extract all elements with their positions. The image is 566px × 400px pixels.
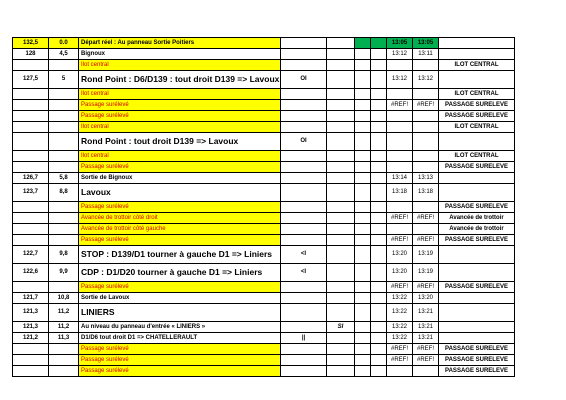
spacer-cell	[355, 89, 371, 100]
km-cell	[13, 151, 49, 162]
time-cell-1: 13:22	[387, 333, 413, 344]
table-row	[13, 184, 515, 202]
spacer-cell	[355, 264, 371, 282]
instruction-cell: Passage surélevé	[79, 344, 281, 355]
marker-cell	[327, 293, 355, 304]
table-row	[13, 162, 515, 173]
spacer-cell	[355, 293, 371, 304]
time-cell-2: 13:20	[413, 293, 439, 304]
time-cell-1	[387, 366, 413, 377]
spacer-cell	[371, 122, 387, 133]
time-cell-2	[413, 60, 439, 71]
note-cell	[439, 304, 515, 322]
direction-symbol-cell	[281, 60, 327, 71]
direction-symbol-cell	[281, 282, 327, 293]
spacer-cell	[355, 282, 371, 293]
distance-cell: 10,8	[49, 293, 79, 304]
marker-cell	[327, 173, 355, 184]
marker-cell	[327, 162, 355, 173]
km-cell: 127,5	[13, 71, 49, 89]
distance-cell: 0.0	[49, 38, 79, 49]
spacer-cell	[355, 235, 371, 246]
km-cell: 122,6	[13, 264, 49, 282]
time-cell-1: 13:22	[387, 293, 413, 304]
direction-symbol-cell	[281, 49, 327, 60]
time-cell-1: 13:14	[387, 173, 413, 184]
km-cell	[13, 100, 49, 111]
direction-symbol-cell	[281, 344, 327, 355]
spacer-cell	[355, 60, 371, 71]
table-row	[13, 304, 515, 322]
instruction-cell: STOP : D139/D1 tourner à gauche D1 => Liniers	[79, 246, 281, 264]
time-cell-2: 13:05	[413, 38, 439, 49]
spacer-cell	[355, 184, 371, 202]
note-cell: PASSAGE SURELEVE	[439, 344, 515, 355]
instruction-cell: Avancée de trottoir côté gauche	[79, 224, 281, 235]
instruction-cell: Passage surélevé	[79, 235, 281, 246]
time-cell-1: 13:20	[387, 246, 413, 264]
direction-symbol-cell: ||	[281, 333, 327, 344]
distance-cell	[49, 235, 79, 246]
distance-cell	[49, 202, 79, 213]
distance-cell: 11,2	[49, 304, 79, 322]
distance-cell	[49, 224, 79, 235]
spacer-cell	[371, 151, 387, 162]
distance-cell	[49, 162, 79, 173]
time-cell-2: #REF!	[413, 235, 439, 246]
direction-symbol-cell: OI	[281, 71, 327, 89]
note-cell	[439, 184, 515, 202]
note-cell	[439, 322, 515, 333]
time-cell-2: 13:13	[413, 173, 439, 184]
time-cell-2: #REF!	[413, 355, 439, 366]
instruction-cell: Passage surélevé	[79, 202, 281, 213]
direction-symbol-cell	[281, 293, 327, 304]
note-cell: ILOT CENTRAL	[439, 60, 515, 71]
marker-cell	[327, 100, 355, 111]
spacer-cell	[355, 246, 371, 264]
spacer-cell	[371, 344, 387, 355]
marker-cell	[327, 202, 355, 213]
spacer-cell	[355, 213, 371, 224]
note-cell	[439, 333, 515, 344]
distance-cell: 8,8	[49, 184, 79, 202]
time-cell-2	[413, 122, 439, 133]
distance-cell: 9,9	[49, 264, 79, 282]
distance-cell	[49, 282, 79, 293]
spacer-cell	[371, 304, 387, 322]
spacer-cell	[371, 49, 387, 60]
table-row	[13, 38, 515, 49]
marker-cell	[327, 213, 355, 224]
marker-cell	[327, 246, 355, 264]
spacer-cell	[371, 333, 387, 344]
spacer-cell	[355, 162, 371, 173]
instruction-cell: Départ réel : Au panneau Sortie Poitiers	[79, 38, 281, 49]
marker-cell	[327, 304, 355, 322]
time-cell-2: 13:21	[413, 304, 439, 322]
time-cell-2	[413, 111, 439, 122]
spacer-cell	[355, 71, 371, 89]
instruction-cell: Au niveau du panneau d'entrée « LINIERS »	[79, 322, 281, 333]
spacer-cell	[355, 344, 371, 355]
direction-symbol-cell	[281, 322, 327, 333]
spacer-cell	[355, 133, 371, 151]
time-cell-1: 13:22	[387, 304, 413, 322]
direction-symbol-cell	[281, 355, 327, 366]
km-cell: 122,7	[13, 246, 49, 264]
instruction-cell: Passage surélevé	[79, 100, 281, 111]
marker-cell	[327, 122, 355, 133]
table-row	[13, 246, 515, 264]
time-cell-1: #REF!	[387, 100, 413, 111]
km-cell: 126,7	[13, 173, 49, 184]
instruction-cell: Passage surélevé	[79, 282, 281, 293]
direction-symbol-cell	[281, 173, 327, 184]
time-cell-2	[413, 366, 439, 377]
distance-cell	[49, 344, 79, 355]
table-row	[13, 202, 515, 213]
spacer-cell	[371, 89, 387, 100]
table-row	[13, 264, 515, 282]
time-cell-2: #REF!	[413, 282, 439, 293]
note-cell: ILOT CENTRAL	[439, 122, 515, 133]
direction-symbol-cell	[281, 213, 327, 224]
table-row	[13, 322, 515, 333]
km-cell: 121,7	[13, 293, 49, 304]
time-cell-1	[387, 202, 413, 213]
direction-symbol-cell	[281, 162, 327, 173]
spacer-cell	[355, 366, 371, 377]
marker-cell	[327, 60, 355, 71]
spacer-cell	[371, 235, 387, 246]
time-cell-2: 13:19	[413, 264, 439, 282]
note-cell: ILOT CENTRAL	[439, 89, 515, 100]
table-row	[13, 49, 515, 60]
direction-symbol-cell	[281, 184, 327, 202]
spacer-cell	[371, 162, 387, 173]
km-cell	[13, 282, 49, 293]
direction-symbol-cell	[281, 38, 327, 49]
marker-cell	[327, 282, 355, 293]
spacer-cell	[355, 151, 371, 162]
note-cell: PASSAGE SURELEVE	[439, 111, 515, 122]
time-cell-1: 13:05	[387, 38, 413, 49]
spacer-cell	[371, 202, 387, 213]
km-cell	[13, 355, 49, 366]
marker-cell	[327, 366, 355, 377]
direction-symbol-cell: <I	[281, 246, 327, 264]
distance-cell	[49, 133, 79, 151]
instruction-cell: Rond Point : D6/D139 : tout droit D139 => Lavoux	[79, 71, 281, 89]
km-cell: 123,7	[13, 184, 49, 202]
km-cell	[13, 344, 49, 355]
table-row	[13, 60, 515, 71]
table-row	[13, 344, 515, 355]
direction-symbol-cell: OI	[281, 133, 327, 151]
spacer-cell	[371, 133, 387, 151]
note-cell: Avancée de trottoir	[439, 224, 515, 235]
direction-symbol-cell	[281, 202, 327, 213]
distance-cell	[49, 213, 79, 224]
distance-cell: 5,8	[49, 173, 79, 184]
distance-cell: 5	[49, 71, 79, 89]
spacer-cell	[355, 224, 371, 235]
time-cell-2	[413, 224, 439, 235]
spacer-cell	[355, 49, 371, 60]
distance-cell: 4,5	[49, 49, 79, 60]
marker-cell	[327, 235, 355, 246]
table-row	[13, 235, 515, 246]
time-cell-1: 13:12	[387, 71, 413, 89]
distance-cell	[49, 366, 79, 377]
direction-symbol-cell	[281, 304, 327, 322]
time-cell-2: 13:19	[413, 246, 439, 264]
spacer-cell	[371, 38, 387, 49]
spacer-cell	[371, 173, 387, 184]
time-cell-2: 13:11	[413, 49, 439, 60]
direction-symbol-cell	[281, 224, 327, 235]
time-cell-2: 13:21	[413, 333, 439, 344]
table-row	[13, 333, 515, 344]
time-cell-1: #REF!	[387, 344, 413, 355]
direction-symbol-cell	[281, 235, 327, 246]
time-cell-1	[387, 89, 413, 100]
table-row	[13, 355, 515, 366]
instruction-cell: Passage surélevé	[79, 355, 281, 366]
time-cell-2: 13:12	[413, 71, 439, 89]
note-cell	[439, 246, 515, 264]
time-cell-2	[413, 89, 439, 100]
table-row	[13, 100, 515, 111]
table-row	[13, 173, 515, 184]
note-cell	[439, 49, 515, 60]
time-cell-1: #REF!	[387, 213, 413, 224]
note-cell: PASSAGE SURELEVE	[439, 202, 515, 213]
instruction-cell: Rond Point : tout droit D139 => Lavoux	[79, 133, 281, 151]
spacer-cell	[371, 293, 387, 304]
direction-symbol-cell	[281, 151, 327, 162]
time-cell-2	[413, 202, 439, 213]
instruction-cell: Ilot central	[79, 151, 281, 162]
time-cell-1: 13:22	[387, 322, 413, 333]
spacer-cell	[355, 122, 371, 133]
km-cell	[13, 111, 49, 122]
km-cell	[13, 133, 49, 151]
time-cell-1: 13:20	[387, 264, 413, 282]
time-cell-1	[387, 60, 413, 71]
time-cell-1: #REF!	[387, 355, 413, 366]
direction-symbol-cell	[281, 111, 327, 122]
instruction-cell: Bignoux	[79, 49, 281, 60]
spacer-cell	[371, 71, 387, 89]
direction-symbol-cell: <I	[281, 264, 327, 282]
table-row	[13, 213, 515, 224]
distance-cell: 11,3	[49, 333, 79, 344]
direction-symbol-cell	[281, 89, 327, 100]
instruction-cell: LINIERS	[79, 304, 281, 322]
time-cell-1	[387, 224, 413, 235]
note-cell	[439, 293, 515, 304]
spacer-cell	[355, 322, 371, 333]
time-cell-2: #REF!	[413, 100, 439, 111]
distance-cell	[49, 122, 79, 133]
marker-cell	[327, 111, 355, 122]
distance-cell	[49, 151, 79, 162]
table-row	[13, 111, 515, 122]
instruction-cell: Sortie de Bignoux	[79, 173, 281, 184]
spacer-cell	[355, 38, 371, 49]
table-row	[13, 122, 515, 133]
spacer-cell	[371, 246, 387, 264]
km-cell: 121,3	[13, 322, 49, 333]
time-cell-2	[413, 133, 439, 151]
table-row	[13, 293, 515, 304]
km-cell	[13, 224, 49, 235]
note-cell: PASSAGE SURELEVE	[439, 282, 515, 293]
instruction-cell: D1/D6 tout droit D1 => CHATELLERAULT	[79, 333, 281, 344]
spacer-cell	[371, 100, 387, 111]
direction-symbol-cell	[281, 366, 327, 377]
time-cell-1	[387, 111, 413, 122]
spacer-cell	[355, 304, 371, 322]
spacer-cell	[355, 111, 371, 122]
time-cell-1	[387, 133, 413, 151]
marker-cell	[327, 133, 355, 151]
roadbook-table	[12, 37, 515, 377]
instruction-cell: Avancée de trottoir côté droit	[79, 213, 281, 224]
km-cell	[13, 60, 49, 71]
marker-cell	[327, 344, 355, 355]
time-cell-1	[387, 162, 413, 173]
spacer-cell	[371, 366, 387, 377]
time-cell-1: #REF!	[387, 235, 413, 246]
distance-cell	[49, 60, 79, 71]
marker-cell	[327, 71, 355, 89]
time-cell-2: #REF!	[413, 213, 439, 224]
distance-cell: 9,8	[49, 246, 79, 264]
note-cell: ILOT CENTRAL	[439, 151, 515, 162]
spacer-cell	[371, 213, 387, 224]
note-cell	[439, 173, 515, 184]
note-cell: PASSAGE SURELEVE	[439, 162, 515, 173]
km-cell	[13, 122, 49, 133]
km-cell: 121,2	[13, 333, 49, 344]
note-cell	[439, 264, 515, 282]
distance-cell	[49, 89, 79, 100]
instruction-cell: Sortie de Lavoux	[79, 293, 281, 304]
spacer-cell	[355, 173, 371, 184]
table-row	[13, 366, 515, 377]
time-cell-2	[413, 151, 439, 162]
note-cell: Avancée de trottoir	[439, 213, 515, 224]
marker-cell	[327, 355, 355, 366]
time-cell-2: #REF!	[413, 344, 439, 355]
spacer-cell	[371, 60, 387, 71]
instruction-cell: CDP : D1/D20 tourner à gauche D1 => Liniers	[79, 264, 281, 282]
time-cell-2	[413, 162, 439, 173]
table-row	[13, 71, 515, 89]
marker-cell	[327, 38, 355, 49]
note-cell: PASSAGE SURELEVE	[439, 355, 515, 366]
table-row	[13, 133, 515, 151]
km-cell: 121,3	[13, 304, 49, 322]
direction-symbol-cell	[281, 122, 327, 133]
km-cell	[13, 366, 49, 377]
spacer-cell	[371, 111, 387, 122]
spacer-cell	[355, 100, 371, 111]
note-cell	[439, 38, 515, 49]
km-cell	[13, 162, 49, 173]
spacer-cell	[371, 184, 387, 202]
instruction-cell: Lavoux	[79, 184, 281, 202]
time-cell-1	[387, 122, 413, 133]
marker-cell	[327, 184, 355, 202]
km-cell	[13, 202, 49, 213]
time-cell-1: 13:12	[387, 49, 413, 60]
note-cell	[439, 133, 515, 151]
marker-cell	[327, 264, 355, 282]
marker-cell	[327, 333, 355, 344]
table-row	[13, 282, 515, 293]
spacer-cell	[371, 282, 387, 293]
km-cell: 128	[13, 49, 49, 60]
direction-symbol-cell	[281, 100, 327, 111]
spacer-cell	[355, 355, 371, 366]
table-row	[13, 89, 515, 100]
km-cell	[13, 213, 49, 224]
time-cell-1: 13:18	[387, 184, 413, 202]
table-row	[13, 151, 515, 162]
distance-cell	[49, 111, 79, 122]
note-cell: PASSAGE SURELEVE	[439, 366, 515, 377]
spacer-cell	[371, 264, 387, 282]
instruction-cell: Ilot central	[79, 89, 281, 100]
marker-cell	[327, 89, 355, 100]
instruction-cell: Passage surélevé	[79, 366, 281, 377]
spacer-cell	[355, 202, 371, 213]
instruction-cell: Ilot central	[79, 60, 281, 71]
marker-cell	[327, 151, 355, 162]
note-cell	[439, 71, 515, 89]
spacer-cell	[371, 355, 387, 366]
time-cell-2: 13:18	[413, 184, 439, 202]
time-cell-1: #REF!	[387, 282, 413, 293]
time-cell-2: 13:21	[413, 322, 439, 333]
km-cell	[13, 89, 49, 100]
table-row	[13, 224, 515, 235]
distance-cell	[49, 100, 79, 111]
marker-cell	[327, 224, 355, 235]
instruction-cell: Passage surélevé	[79, 111, 281, 122]
spacer-cell	[371, 224, 387, 235]
km-cell	[13, 235, 49, 246]
note-cell: PASSAGE SURELEVE	[439, 100, 515, 111]
distance-cell	[49, 355, 79, 366]
marker-cell	[327, 49, 355, 60]
marker-cell: SI	[327, 322, 355, 333]
distance-cell: 11,2	[49, 322, 79, 333]
time-cell-1	[387, 151, 413, 162]
instruction-cell: Ilot central	[79, 122, 281, 133]
note-cell: PASSAGE SURELEVE	[439, 235, 515, 246]
spacer-cell	[355, 333, 371, 344]
km-cell: 132,5	[13, 38, 49, 49]
instruction-cell: Passage surélevé	[79, 162, 281, 173]
spacer-cell	[371, 322, 387, 333]
